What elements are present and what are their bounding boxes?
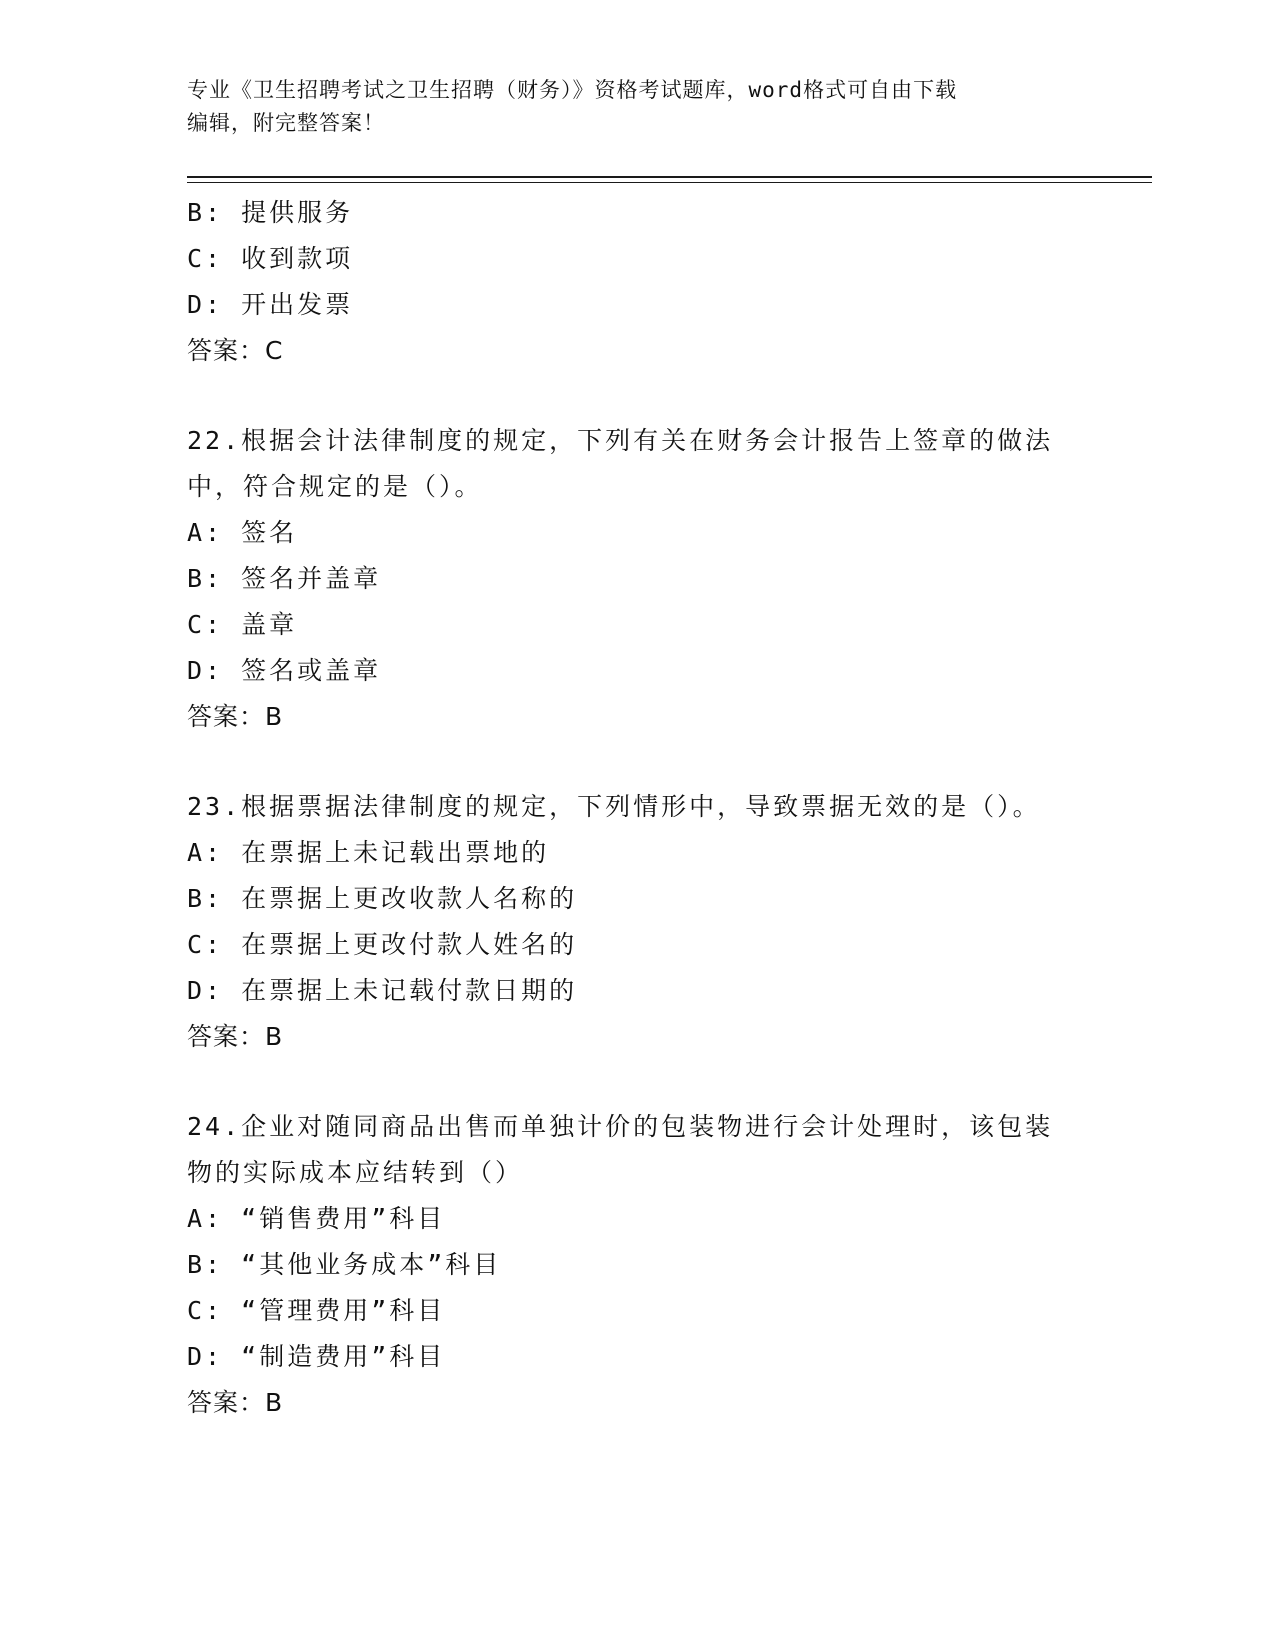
question-24 <box>187 1104 1087 1426</box>
question-text-line: 24.企业对随同商品出售而单独计价的包装物进行会计处理时，该包装 <box>187 1112 1054 1141</box>
question-22 <box>187 418 1087 740</box>
option-b: B: 提供服务 <box>187 198 354 227</box>
option-d: D: “制造费用”科目 <box>187 1342 446 1371</box>
option-b: B: 签名并盖章 <box>187 564 382 593</box>
question-text-line: 22.根据会计法律制度的规定，下列有关在财务会计报告上签章的做法 <box>187 426 1054 455</box>
option-c: C: 盖章 <box>187 610 298 639</box>
question-23 <box>187 784 1087 1060</box>
option-a: A: 签名 <box>187 518 298 547</box>
header-rule-thin <box>187 182 1152 183</box>
option-a: A: 在票据上未记载出票地的 <box>187 838 550 867</box>
option-d: D: 在票据上未记载付款日期的 <box>187 976 578 1005</box>
question-text-line: 中，符合规定的是（）。 <box>187 472 483 501</box>
answer-line: 答案：B <box>187 1388 284 1417</box>
option-c: C: 在票据上更改付款人姓名的 <box>187 930 578 959</box>
header-rule-thick <box>187 176 1152 178</box>
question-text-line: 23.根据票据法律制度的规定，下列情形中，导致票据无效的是（）。 <box>187 792 1041 821</box>
header-line-2: 编辑，附完整答案！ <box>187 111 385 135</box>
answer-line: 答案：B <box>187 1022 284 1051</box>
option-d: D: 开出发票 <box>187 290 354 319</box>
document-header <box>187 74 1087 140</box>
option-c: C: 收到款项 <box>187 244 354 273</box>
answer-line: 答案：C <box>187 336 284 365</box>
question-21-continued <box>187 190 1087 374</box>
option-d: D: 签名或盖章 <box>187 656 382 685</box>
option-b: B: 在票据上更改收款人名称的 <box>187 884 578 913</box>
question-text-line: 物的实际成本应结转到（） <box>187 1158 524 1187</box>
question-list <box>187 190 1087 1426</box>
answer-line: 答案：B <box>187 702 284 731</box>
option-c: C: “管理费用”科目 <box>187 1296 446 1325</box>
option-a: A: “销售费用”科目 <box>187 1204 446 1233</box>
header-line-1: 专业《卫生招聘考试之卫生招聘（财务）》资格考试题库，word格式可自由下载 <box>187 78 958 102</box>
option-b: B: “其他业务成本”科目 <box>187 1250 502 1279</box>
